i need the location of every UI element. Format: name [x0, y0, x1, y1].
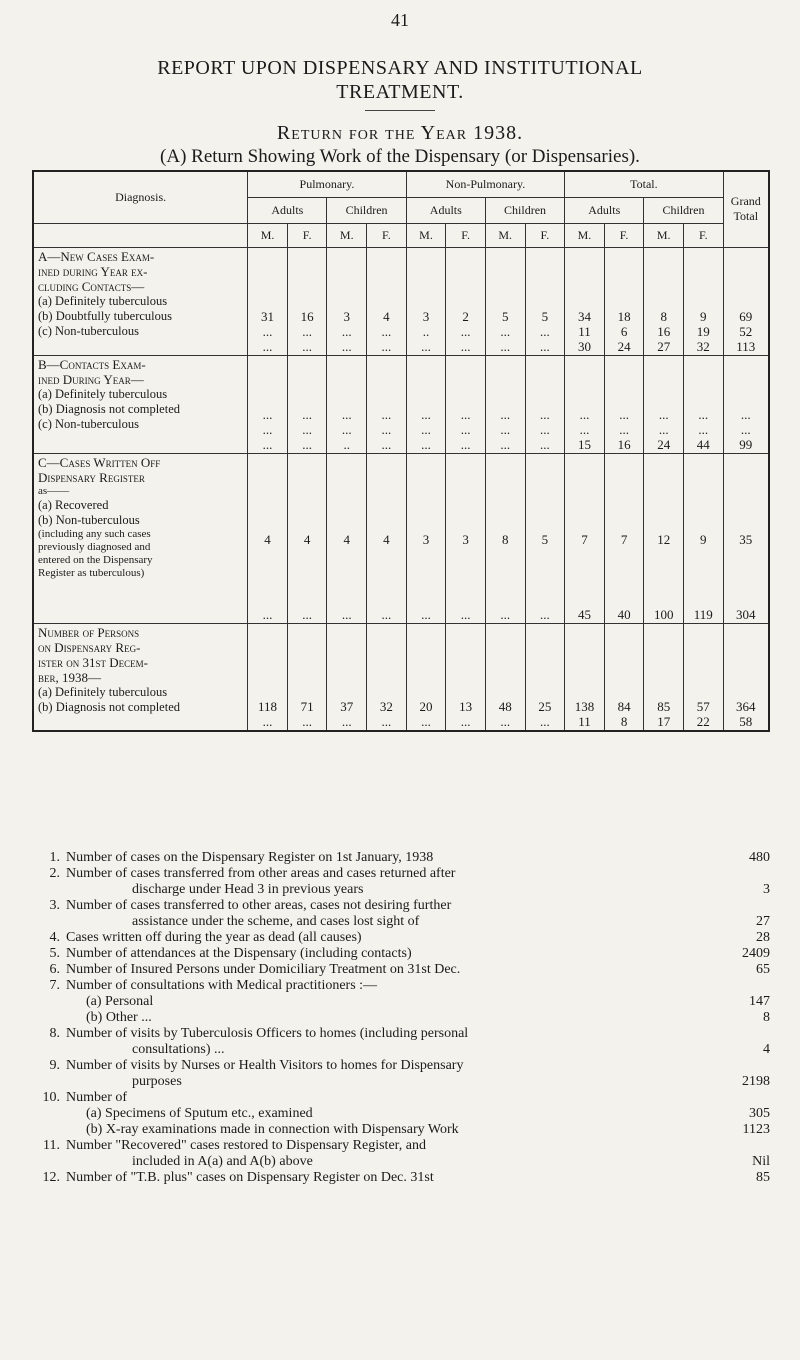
note-line: [30, 914, 770, 930]
sex-header: M.: [565, 223, 605, 247]
value-cell: 4 ...: [248, 453, 288, 623]
value-cell: 32 ...: [367, 623, 407, 731]
note-text: Number of consultations with Medical practitioners :—: [66, 978, 378, 993]
value-cell: 9 19 32: [684, 247, 724, 355]
note-value: 3: [763, 882, 770, 897]
value-cell: 5 ...: [525, 453, 565, 623]
title-divider: [365, 110, 435, 111]
note-line: [30, 1122, 770, 1138]
note-number: 1.: [49, 850, 60, 865]
note-number: [30, 1042, 66, 1058]
pulmonary-header: Pulmonary.: [248, 171, 406, 197]
value-cell: 37 ...: [327, 623, 367, 731]
diagnosis-sex-spacer: [33, 223, 248, 247]
sub-header: Adults: [248, 197, 327, 223]
note-value: 147: [749, 994, 770, 1009]
note-value: 480: [749, 850, 770, 865]
sex-header: F.: [525, 223, 565, 247]
note-value: [708, 978, 770, 994]
value-cell: 8 ...: [485, 453, 525, 623]
note-number: 2.: [49, 866, 60, 881]
row-note: previously diagnosed and: [38, 540, 151, 553]
row-label: (c) Non-tuberculous: [38, 323, 140, 338]
note-line: [30, 1010, 770, 1026]
row-label: (a) Definitely tuberculous: [38, 684, 168, 699]
note-number: [30, 994, 66, 1010]
value-cell: ... ... ...: [287, 355, 327, 453]
note-text: Number of cases transferred to other areas, cases not desiring further: [66, 898, 452, 913]
note-text: Number of visits by Nurses or Health Visitors to homes for Dispensary: [66, 1058, 464, 1073]
note-number: 4.: [49, 930, 60, 945]
sex-header: F.: [604, 223, 644, 247]
section-heading: A—New Cases Exam-: [38, 248, 155, 264]
note-number: 3.: [49, 898, 60, 913]
note-line: [30, 946, 770, 962]
sex-header: F.: [287, 223, 327, 247]
grand-total-header: Grand Total: [723, 171, 769, 247]
section-heading: B—Contacts Exam-: [38, 356, 146, 372]
section-heading: ister on 31st Decem-: [38, 654, 148, 670]
note-line: [30, 978, 770, 994]
value-cell: 84 8: [604, 623, 644, 731]
page-number: 41: [391, 10, 409, 30]
note-line: [30, 866, 770, 882]
note-number: [30, 882, 66, 898]
row-label: (b) Diagnosis not completed: [38, 699, 180, 714]
return-subtitle: Return for the Year 1938.: [276, 122, 524, 144]
section-heading: Number of Persons: [38, 624, 140, 640]
value-cell: ... ... ...: [525, 355, 565, 453]
register-count-diagnosis: [33, 623, 248, 731]
note-number: 10.: [42, 1090, 60, 1105]
value-cell: ... ... ...: [485, 355, 525, 453]
value-cell: ... ... ..: [327, 355, 367, 453]
note-line: [30, 1170, 770, 1186]
sex-header: M.: [248, 223, 288, 247]
note-number: 9.: [49, 1058, 60, 1073]
report-title: [0, 56, 800, 104]
sex-header: F.: [684, 223, 724, 247]
note-value: 8: [763, 1010, 770, 1025]
value-cell: 16 ... ...: [287, 247, 327, 355]
note-number: [30, 1106, 66, 1122]
section-c-row: [33, 453, 769, 623]
note-line: [30, 850, 770, 866]
note-number: 7.: [49, 978, 60, 993]
value-cell: 8 16 27: [644, 247, 684, 355]
note-number: [30, 1154, 66, 1170]
note-text: Number of Insured Persons under Domiciliary Treatment on 31st Dec.: [66, 962, 461, 977]
note-value: [708, 1058, 770, 1074]
section-heading: ined During Year—: [38, 371, 144, 387]
grand-total-cell: ... ... 99: [723, 355, 769, 453]
section-heading: C—Cases Written Off: [38, 454, 161, 470]
value-cell: ... ... ...: [367, 355, 407, 453]
note-line: [30, 1106, 770, 1122]
row-label: (b) Diagnosis not completed: [38, 401, 180, 416]
note-value: [708, 866, 770, 882]
note-line: [30, 1058, 770, 1074]
value-cell: 3 ...: [446, 453, 486, 623]
section-heading: ined during Year ex-: [38, 263, 148, 279]
note-value: Nil: [752, 1154, 770, 1169]
section-heading: Dispensary Register: [38, 469, 145, 485]
note-value: 65: [756, 962, 770, 977]
value-cell: ... ... ...: [446, 355, 486, 453]
note-text: (b) Other ...: [86, 1010, 152, 1025]
section-b-diagnosis: [33, 355, 248, 453]
section-c-diagnosis: [33, 453, 248, 623]
value-cell: 85 17: [644, 623, 684, 731]
value-cell: ... ... ...: [406, 355, 446, 453]
value-cell: ... ... 15: [565, 355, 605, 453]
note-value: 2198: [742, 1074, 770, 1089]
value-cell: 5 ... ...: [485, 247, 525, 355]
sex-header: M.: [406, 223, 446, 247]
section-heading: on Dispensary Reg-: [38, 639, 141, 655]
sex-header: M.: [644, 223, 684, 247]
dispensary-work-table: [32, 170, 770, 732]
non-pulmonary-header: Non-Pulmonary.: [406, 171, 564, 197]
sub-header: Children: [485, 197, 564, 223]
value-cell: 138 11: [565, 623, 605, 731]
note-number: [30, 914, 66, 930]
note-number: [30, 1074, 66, 1090]
note-text: Number of "T.B. plus" cases on Dispensary Register on Dec. 31st: [66, 1170, 434, 1185]
diagnosis-header: Diagnosis.: [33, 171, 248, 223]
value-cell: 71 ...: [287, 623, 327, 731]
value-cell: 34 11 30: [565, 247, 605, 355]
row-label: (a) Definitely tuberculous: [38, 293, 168, 308]
value-cell: 3 ... ...: [327, 247, 367, 355]
value-cell: 31 ... ...: [248, 247, 288, 355]
row-label: (b) Doubtfully tuberculous: [38, 308, 173, 323]
note-text: assistance under the scheme, and cases lost sight of: [132, 914, 420, 929]
row-note: (including any such cases: [38, 527, 151, 540]
note-value: [708, 898, 770, 914]
value-cell: 4 ...: [367, 453, 407, 623]
sub-header: Children: [327, 197, 406, 223]
value-cell: ... ... 24: [644, 355, 684, 453]
note-value: [708, 1090, 770, 1106]
value-cell: 13 ...: [446, 623, 486, 731]
note-line: [30, 882, 770, 898]
sex-header: M.: [485, 223, 525, 247]
section-a-diagnosis: [33, 247, 248, 355]
register-count-row: [33, 623, 769, 731]
value-cell: 7 45: [565, 453, 605, 623]
note-number: [30, 1122, 66, 1138]
sub-header: Children: [644, 197, 723, 223]
note-text: consultations) ...: [132, 1042, 225, 1057]
title-line-2: TREATMENT.: [336, 81, 464, 103]
note-line: [30, 1042, 770, 1058]
note-text: Cases written off during the year as dead (all causes): [66, 930, 362, 945]
note-number: 8.: [49, 1026, 60, 1041]
note-text: (a) Personal: [86, 994, 154, 1009]
row-label: (a) Recovered: [38, 497, 109, 512]
note-line: [30, 1090, 770, 1106]
note-text: Number of cases transferred from other areas and cases returned after: [66, 866, 456, 881]
note-line: [30, 898, 770, 914]
value-cell: 20 ...: [406, 623, 446, 731]
note-value: 4: [763, 1042, 770, 1057]
note-text: Number of: [66, 1090, 128, 1105]
grand-total-cell: 35 304: [723, 453, 769, 623]
note-value: [708, 1138, 770, 1154]
return-description: (A) Return Showing Work of the Dispensary (or Dispensaries).: [160, 146, 640, 167]
value-cell: 2 ... ...: [446, 247, 486, 355]
note-value: 305: [749, 1106, 770, 1121]
note-line: [30, 1154, 770, 1170]
value-cell: 25 ...: [525, 623, 565, 731]
value-cell: ... ... 16: [604, 355, 644, 453]
section-heading: ber, 1938—: [38, 669, 102, 685]
row-note: entered on the Dispensary: [38, 553, 153, 566]
value-cell: 4 ...: [287, 453, 327, 623]
note-line: [30, 1074, 770, 1090]
row-note: Register as tuberculous): [38, 566, 145, 579]
note-value: 28: [756, 930, 770, 945]
value-cell: 9 119: [684, 453, 724, 623]
row-label: (b) Non-tuberculous: [38, 512, 140, 527]
note-text: discharge under Head 3 in previous years: [132, 882, 364, 897]
value-cell: ... ... 44: [684, 355, 724, 453]
section-heading: cluding Contacts—: [38, 278, 145, 294]
title-line-1: REPORT UPON DISPENSARY AND INSTITUTIONAL: [157, 57, 643, 79]
note-text: Number of attendances at the Dispensary (including contacts): [66, 946, 412, 961]
note-number: 6.: [49, 962, 60, 977]
value-cell: 4 ... ...: [367, 247, 407, 355]
value-cell: 4 ...: [327, 453, 367, 623]
grand-total-cell: 69 52 113: [723, 247, 769, 355]
note-number: 11.: [43, 1138, 60, 1153]
value-cell: 57 22: [684, 623, 724, 731]
value-cell: 18 6 24: [604, 247, 644, 355]
note-line: [30, 962, 770, 978]
sex-header: F.: [367, 223, 407, 247]
note-line: [30, 1026, 770, 1042]
value-cell: 5 ... ...: [525, 247, 565, 355]
value-cell: ... ... ...: [248, 355, 288, 453]
note-text: purposes: [132, 1074, 182, 1089]
value-cell: 3 ...: [406, 453, 446, 623]
note-value: 2409: [742, 946, 770, 961]
note-number: [30, 1010, 66, 1026]
note-text: (a) Specimens of Sputum etc., examined: [86, 1106, 313, 1121]
note-value: 27: [756, 914, 770, 929]
grand-total-cell: 364 58: [723, 623, 769, 731]
note-value: 85: [756, 1170, 770, 1185]
note-value: [708, 1026, 770, 1042]
value-cell: 3 .. ...: [406, 247, 446, 355]
note-text: (b) X-ray examinations made in connection with Dispensary Work: [86, 1122, 459, 1137]
value-cell: 12 100: [644, 453, 684, 623]
note-line: [30, 930, 770, 946]
sub-header: Adults: [565, 197, 644, 223]
note-text: Number of visits by Tuberculosis Officers to homes (including personal: [66, 1026, 469, 1041]
sex-header: F.: [446, 223, 486, 247]
note-value: 1123: [742, 1122, 770, 1137]
total-header: Total.: [565, 171, 723, 197]
value-cell: 118 ...: [248, 623, 288, 731]
note-line: [30, 994, 770, 1010]
note-text: Number "Recovered" cases restored to Dispensary Register, and: [66, 1138, 426, 1153]
numbered-notes: [30, 850, 770, 1186]
section-heading: as——: [38, 484, 70, 497]
row-label: (a) Definitely tuberculous: [38, 386, 168, 401]
sub-header: Adults: [406, 197, 485, 223]
note-text: Number of cases on the Dispensary Register on 1st January, 1938: [66, 850, 434, 865]
note-line: [30, 1138, 770, 1154]
row-label: (c) Non-tuberculous: [38, 416, 140, 431]
value-cell: 7 40: [604, 453, 644, 623]
value-cell: 48 ...: [485, 623, 525, 731]
sex-header: M.: [327, 223, 367, 247]
section-a-row: [33, 247, 769, 355]
note-number: 5.: [49, 946, 60, 961]
note-text: included in A(a) and A(b) above: [132, 1154, 313, 1169]
section-b-row: [33, 355, 769, 453]
note-number: 12.: [42, 1170, 60, 1185]
